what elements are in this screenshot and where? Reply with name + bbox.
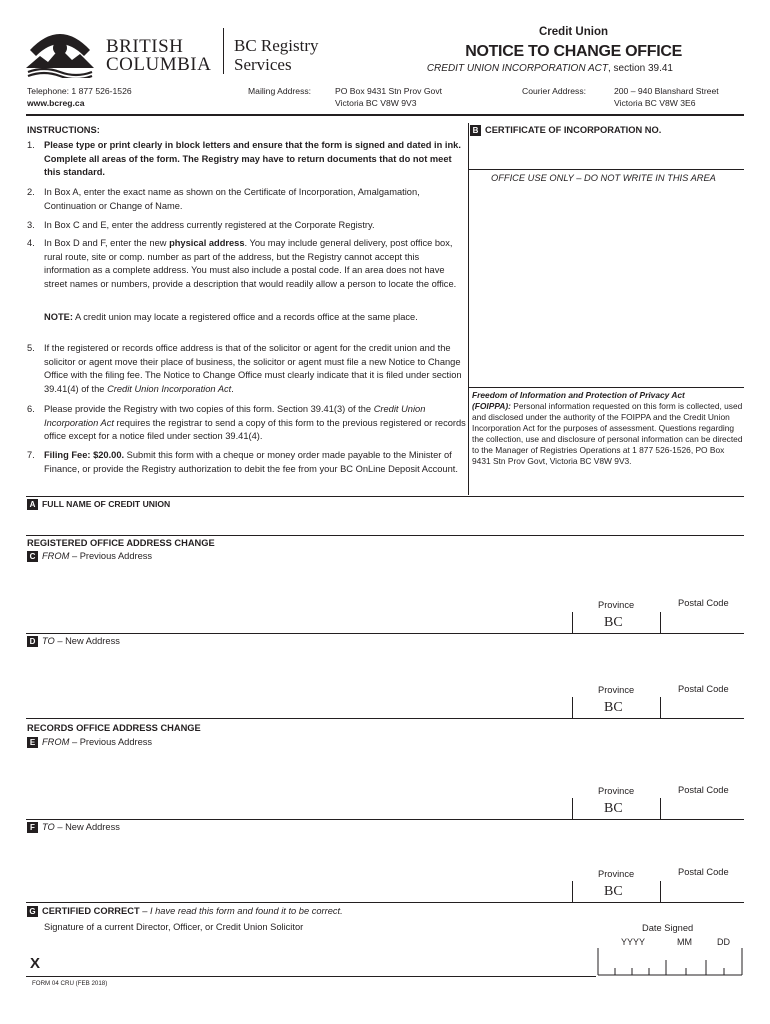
records-office-heading: RECORDS OFFICE ADDRESS CHANGE	[27, 723, 201, 733]
instruction-5-num: 5.	[27, 343, 35, 353]
box-g-bottom-rule	[26, 976, 596, 977]
box-f-bottom-rule	[26, 902, 744, 903]
date-signed-label: Date Signed	[642, 923, 694, 933]
courier-line2: Victoria BC V8W 3E6	[614, 98, 696, 108]
instruction-7-b: Submit this form with a cheque or money order made payable to the Minister of Finance, or provide the Registry authorization to debit the fee from your BC OnLine Deposit Account.	[44, 450, 458, 474]
certified-correct-label: CERTIFIED CORRECT	[42, 906, 140, 916]
box-d-label	[27, 636, 120, 647]
box-f-letter: F	[27, 822, 38, 833]
box-b-left-border	[468, 123, 469, 495]
box-f-postal-label: Postal Code	[678, 867, 729, 877]
instruction-2-num: 2.	[27, 187, 35, 197]
box-e-letter: E	[27, 737, 38, 748]
box-b-label	[470, 125, 661, 136]
website-link[interactable]: www.bcreg.ca	[27, 98, 85, 108]
box-d-to: TO	[42, 636, 55, 646]
instruction-1-num: 1.	[27, 140, 35, 150]
instruction-4-c: . You may include general delivery, post office box, rural route, site or comp. number as part of the address, but the Registry cannot accept this information as a complete address. You must also include a postal code. If an area does not have street names or numbers, provide a description that would readily allow a person to locate the office.	[44, 238, 457, 289]
instruction-2-text: In Box A, enter the exact name as shown on the Certificate of Incorporation, Amalgamation, Continuation or Change of Name.	[44, 187, 420, 211]
instruction-1	[27, 139, 467, 180]
instruction-7-a: Filing Fee: $20.00.	[44, 450, 125, 460]
instruction-3	[27, 219, 467, 233]
box-c-province-value: BC	[604, 615, 623, 630]
box-e-postal-label: Postal Code	[678, 785, 729, 795]
box-a-top-rule	[26, 496, 744, 497]
box-c-desc: – Previous Address	[69, 551, 153, 561]
instruction-6-a: Please provide the Registry with two copies of this form. Section 39.41(3) of the	[44, 404, 374, 414]
registered-previous-address-input[interactable]	[27, 566, 572, 632]
instruction-3-num: 3.	[27, 220, 35, 230]
box-b-rule	[468, 169, 744, 170]
foippa-notice	[472, 390, 744, 467]
instruction-2	[27, 186, 467, 213]
instruction-4-text	[27, 237, 467, 291]
registered-office-heading: REGISTERED OFFICE ADDRESS CHANGE	[27, 538, 215, 548]
instruction-6	[27, 403, 467, 444]
box-c-postal-input[interactable]	[662, 614, 744, 632]
act-reference	[427, 63, 673, 74]
box-e-postal-input[interactable]	[662, 800, 744, 818]
date-yyyy-label: YYYY	[621, 937, 646, 947]
instruction-5-b: Credit Union Incorporation Act	[107, 383, 232, 394]
certificate-number-input[interactable]	[470, 138, 744, 168]
header-rule	[26, 114, 744, 116]
instruction-6-b: Credit Union Incorporation Act	[44, 404, 426, 428]
box-b-title: CERTIFICATE OF INCORPORATION NO.	[485, 125, 662, 135]
box-b-letter: B	[470, 125, 481, 136]
box-e-province-divider	[572, 798, 573, 819]
signature-mark: X	[30, 955, 41, 972]
date-dd-label: DD	[717, 937, 730, 947]
instruction-6-num: 6.	[27, 404, 35, 414]
office-use-label: OFFICE USE ONLY – DO NOT WRITE IN THIS AREA	[491, 173, 716, 183]
box-e-desc: – Previous Address	[69, 737, 153, 747]
registry-line1: BC Registry	[234, 36, 319, 55]
instruction-4-a: In Box D and F, enter the new	[44, 238, 170, 248]
box-e-province-label: Province	[598, 786, 635, 796]
box-c-label	[27, 551, 152, 562]
instruction-1-text: Please type or print clearly in block letters and ensure that the form is signed and dated in ink. Complete all areas of the form. The Registry may have to return documents that do not meet this standard.	[44, 140, 461, 178]
instruction-3-text: In Box C and E, enter the address currently registered at the Corporate Registry.	[44, 220, 375, 230]
courier-label: Courier Address:	[522, 86, 587, 96]
instruction-note	[27, 311, 467, 325]
instruction-6-c: requires the registrar to send a copy of this form to the previous registered or records office except for a notice filed under section 39.41(4).	[44, 417, 466, 442]
box-c-postal-divider	[660, 612, 661, 633]
instruction-5-text	[27, 342, 467, 396]
instruction-4-num: 4.	[27, 238, 35, 248]
date-signed-input[interactable]	[596, 948, 746, 976]
instruction-5-c: .	[231, 383, 234, 394]
form-id: FORM 04 CRU (FEB 2018)	[32, 980, 108, 987]
signature-field[interactable]	[27, 936, 595, 976]
box-e-from: FROM	[42, 737, 70, 747]
box-c-from: FROM	[42, 551, 70, 561]
box-f-province-divider	[572, 881, 573, 902]
box-f-label	[27, 822, 120, 833]
foippa-title: Freedom of Information and Protection of Privacy Act	[472, 390, 685, 400]
box-c-province-divider	[572, 612, 573, 633]
courier-line1: 200 – 940 Blanshard Street	[614, 86, 719, 96]
box-f-province-value: BC	[604, 884, 623, 899]
box-f-postal-divider	[660, 881, 661, 902]
box-f-to: TO	[42, 822, 55, 832]
instruction-6-text	[27, 403, 467, 444]
bc-logo	[26, 26, 226, 78]
box-a-bottom-rule	[26, 535, 744, 536]
box-d-bottom-rule	[26, 718, 744, 719]
signature-label: Signature of a current Director, Officer, or Credit Union Solicitor	[44, 922, 304, 932]
box-a-label	[27, 499, 170, 510]
records-new-address-input[interactable]	[27, 836, 572, 902]
box-d-desc: – New Address	[54, 636, 120, 646]
instruction-5	[27, 342, 467, 396]
foippa-text: Personal information requested on this form is collected, used and disclosed under the authority of the FOIPPA and the Credit Union Incorporation Act for the purposes of assessment. Questions regarding the collection, use and disclosure of personal information can be directed to the Manager of Registries Operations at 1 877 526-1526, PO Box 9431 Stn Prov Govt, Victoria BC V8W 9V3.	[472, 401, 743, 466]
box-d-postal-divider	[660, 697, 661, 718]
mailing-line1: PO Box 9431 Stn Prov Govt	[335, 86, 442, 96]
box-d-postal-input[interactable]	[662, 699, 744, 717]
mailing-line2: Victoria BC V8W 9V3	[335, 98, 417, 108]
instruction-7-text	[27, 449, 467, 476]
logo-divider	[223, 28, 224, 74]
registered-new-address-input[interactable]	[27, 651, 572, 717]
box-f-desc: – New Address	[54, 822, 120, 832]
box-c-postal-label: Postal Code	[678, 598, 729, 608]
box-c-province-label: Province	[598, 600, 635, 610]
certified-statement: – I have read this form and found it to be correct.	[139, 906, 343, 916]
box-d-letter: D	[27, 636, 38, 647]
form-title: NOTICE TO CHANGE OFFICE	[465, 43, 682, 60]
instructions-heading: INSTRUCTIONS:	[27, 125, 100, 135]
act-section: , section 39.41	[607, 63, 673, 74]
records-previous-address-input[interactable]	[27, 752, 572, 818]
box-f-postal-input[interactable]	[662, 883, 744, 901]
note-text: A credit union may locate a registered office and a records office at the same place.	[72, 312, 418, 322]
box-g-label	[27, 906, 343, 917]
box-e-bottom-rule	[26, 819, 744, 820]
box-c-letter: C	[27, 551, 38, 562]
box-e-province-value: BC	[604, 801, 623, 816]
box-d-province-label: Province	[598, 685, 635, 695]
instruction-7	[27, 449, 467, 476]
instruction-4	[27, 237, 467, 291]
box-e-postal-divider	[660, 798, 661, 819]
box-e-label	[27, 737, 152, 748]
instruction-5-a: If the registered or records office address is that of the solicitor or agent for the credit union and the solicitor or agent move their place of business, the solicitor or agent must file a new Notice to Change Office with the filing fee. The Notice to Change Office must clearly indicate that it is filed under section 39.41(4) of the	[44, 343, 462, 394]
box-c-bottom-rule	[26, 633, 744, 634]
logo-text-british: BRITISH	[106, 36, 184, 57]
form-category: Credit Union	[539, 26, 608, 38]
box-a-letter: A	[27, 499, 38, 510]
box-f-province-label: Province	[598, 869, 635, 879]
credit-union-name-input[interactable]	[27, 512, 744, 534]
box-d-postal-label: Postal Code	[678, 684, 729, 694]
date-mm-label: MM	[677, 937, 692, 947]
note-label: NOTE:	[44, 312, 73, 322]
instruction-4-b: physical address	[169, 238, 245, 248]
logo-text-columbia: COLUMBIA	[106, 54, 212, 75]
box-a-title: FULL NAME OF CREDIT UNION	[42, 499, 171, 509]
bc-sun-mountain-icon	[26, 26, 94, 78]
instruction-7-num: 7.	[27, 450, 35, 460]
act-name: CREDIT UNION INCORPORATION ACT	[426, 63, 608, 74]
box-g-letter: G	[27, 906, 38, 917]
mailing-label: Mailing Address:	[248, 86, 312, 96]
box-d-province-divider	[572, 697, 573, 718]
box-d-province-value: BC	[604, 700, 623, 715]
registry-line2: Services	[234, 55, 292, 74]
foippa-abbr: (FOIPPA):	[472, 401, 511, 411]
telephone: Telephone: 1 877 526-1526	[27, 86, 132, 96]
office-use-rule	[468, 387, 744, 388]
